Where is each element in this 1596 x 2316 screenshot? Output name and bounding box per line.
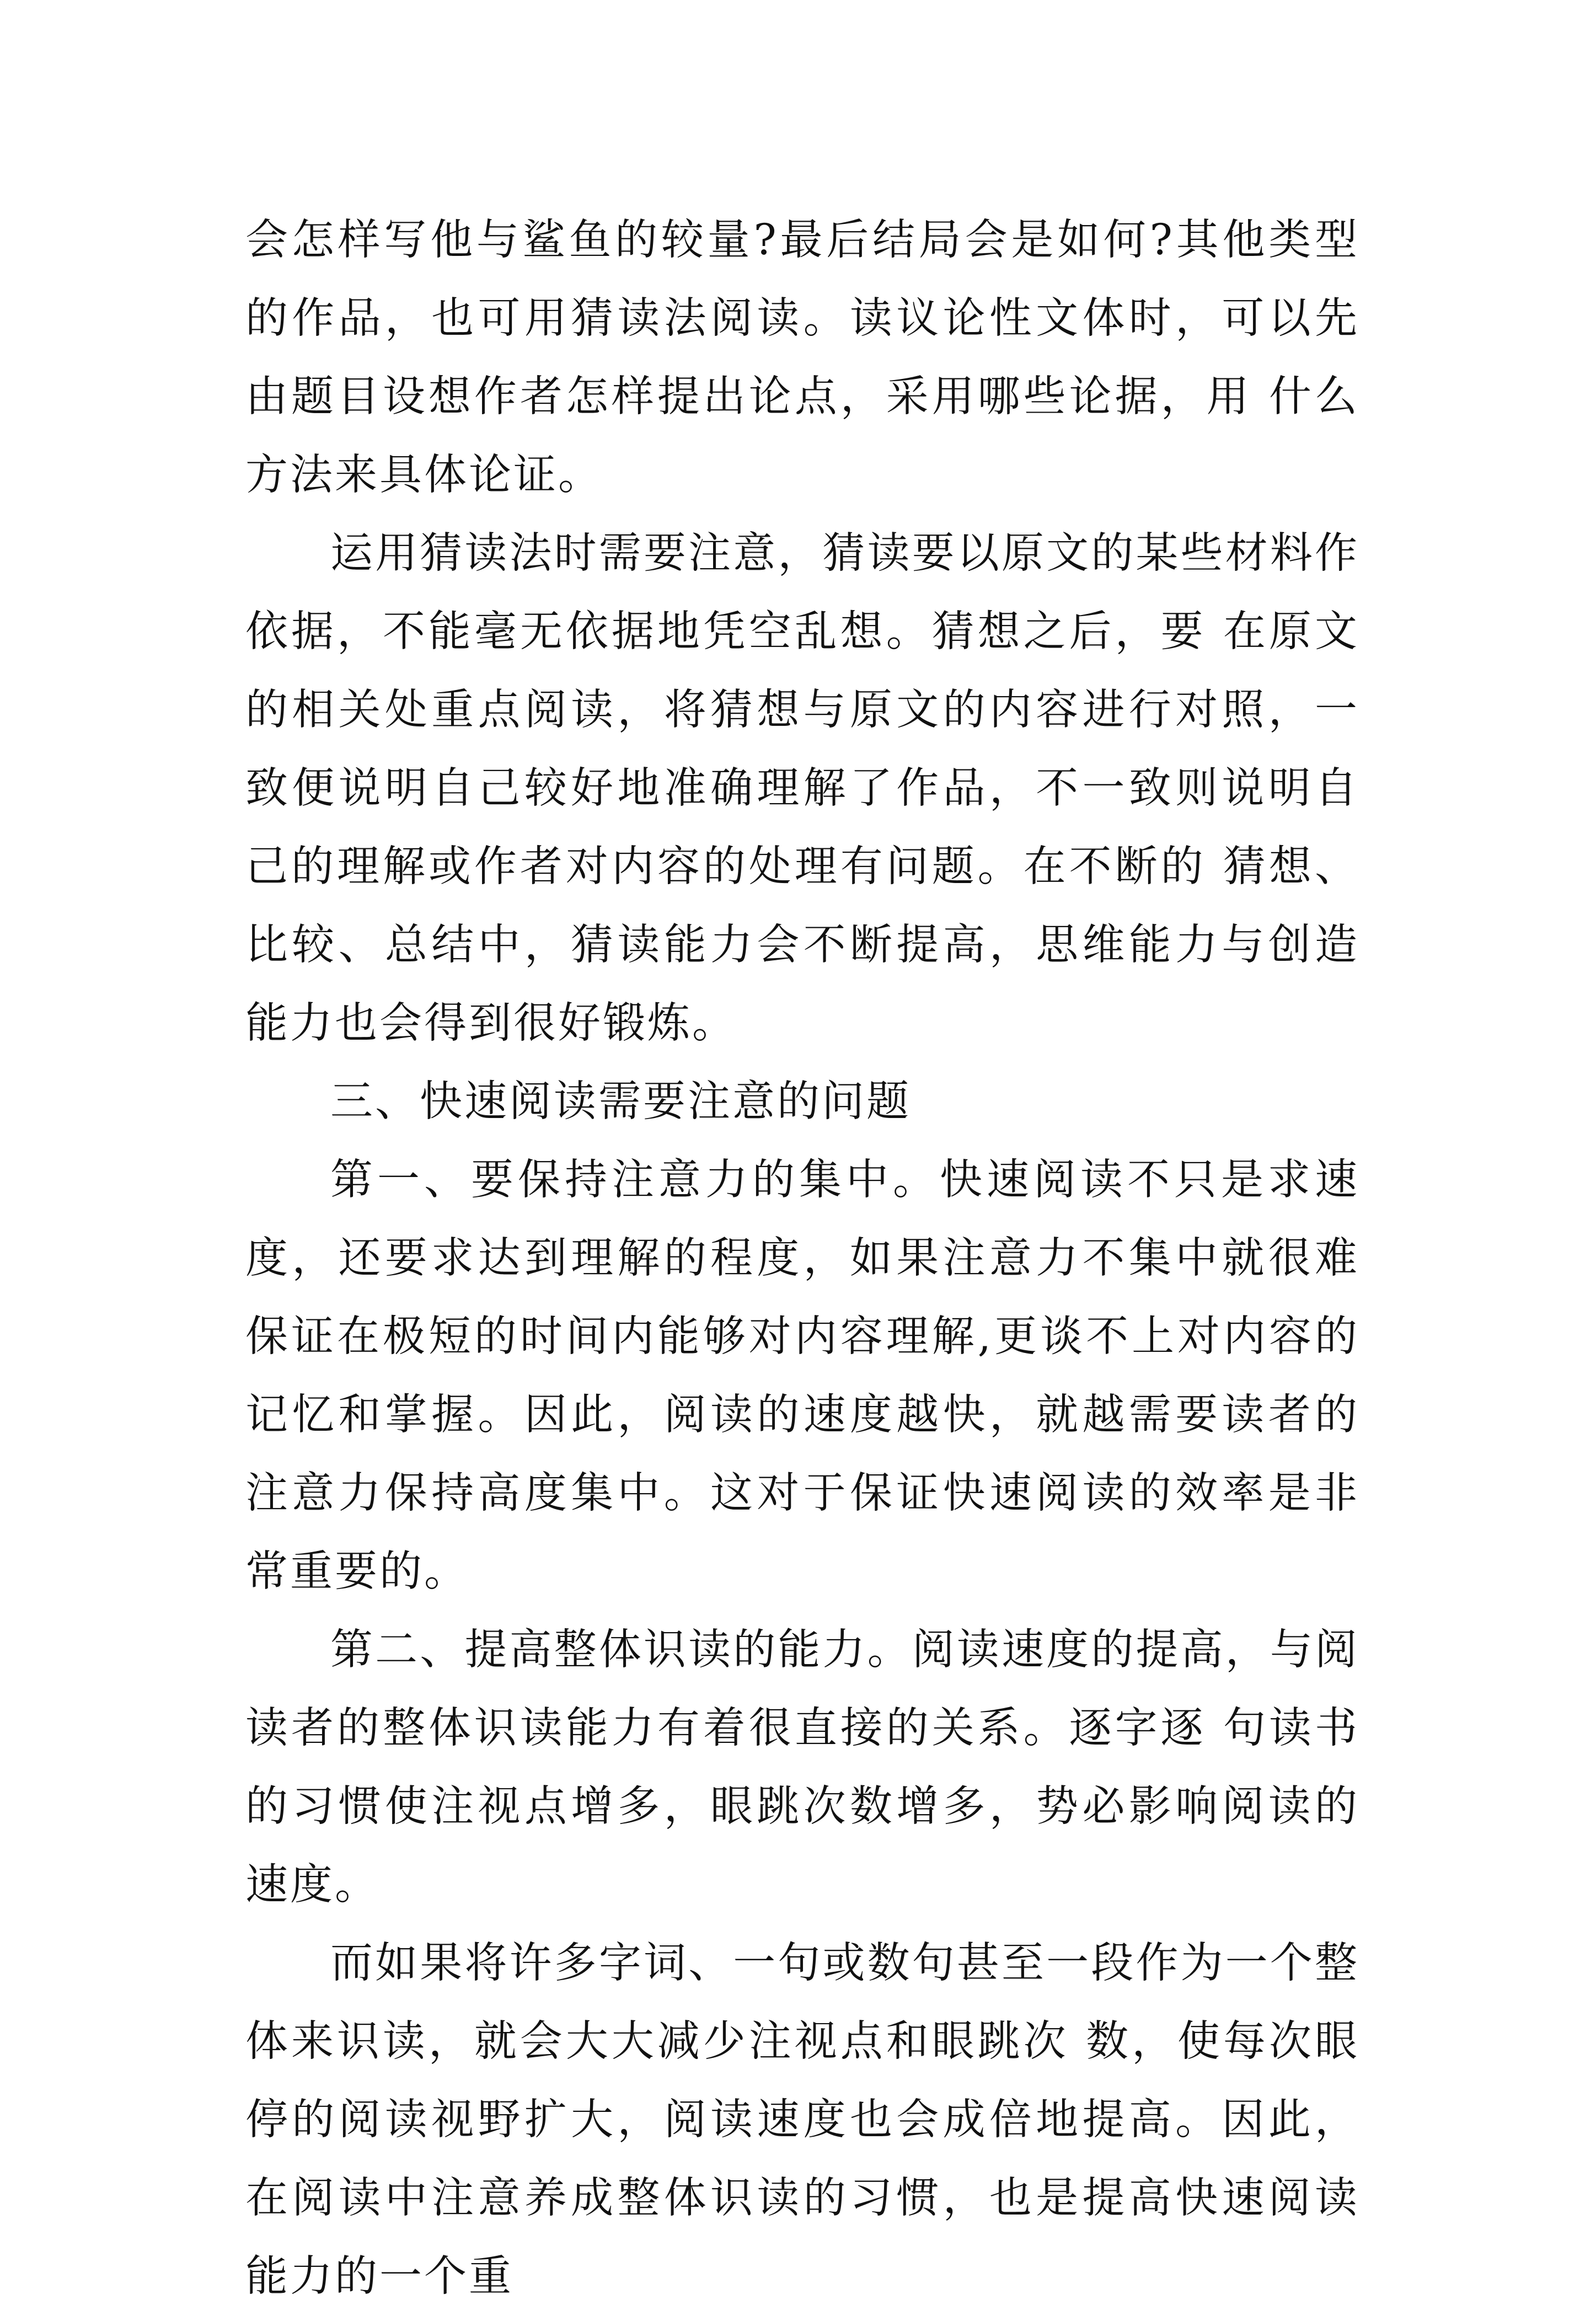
paragraph-5: 而如果将许多字词、一句或数句甚至一段作为一个整体来识读，就会大大减少注视点和眼跳次 数，使每次眼停的阅读视野扩大，阅读速度也会成倍地提高。因此，在阅读中注意养成整体识读的习惯，也是提高快速阅读能力的一个重	[245, 1939, 1359, 2301]
paragraph-1: 会怎样写他与鲨鱼的较量?最后结局会是如何?其他类型的作品，也可用猜读法阅读。读议论性文体时，可以先由题目设想作者怎样提出论点，采用哪些论据，用 什么方法来具体论证。	[245, 216, 1359, 500]
body-text	[245, 201, 1359, 2316]
paragraph-2: 运用猜读法时需要注意，猜读要以原文的某些材料作依据，不能毫无依据地凭空乱想。猜想之后，要 在原文的相关处重点阅读，将猜想与原文的内容进行对照，一致便说明自己较好地准确理解了作品，不一致则说明自己的理解或作者对内容的处理有问题。在不断的 猜想、比较、总结中，猜读能力会不断提高，思维能力与创造能力也会得到很好锻炼。	[245, 529, 1359, 1048]
paragraph-4: 第二、提高整体识读的能力。阅读速度的提高，与阅读者的整体识读能力有着很直接的关系。逐字逐 句读书的习惯使注视点增多，眼跳次数增多，势必影响阅读的速度。	[245, 1625, 1359, 1910]
section-heading: 三、快速阅读需要注意的问题	[330, 1077, 911, 1126]
paragraph-3: 第一、要保持注意力的集中。快速阅读不只是求速度，还要求达到理解的程度，如果注意力不集中就很难保证在极短的时间内能够对内容理解,更谈不上对内容的记忆和掌握。因此，阅读的速度越快，就越需要读者的注意力保持高度集中。这对于保证快速阅读的效率是非常重要的。	[245, 1156, 1359, 1596]
